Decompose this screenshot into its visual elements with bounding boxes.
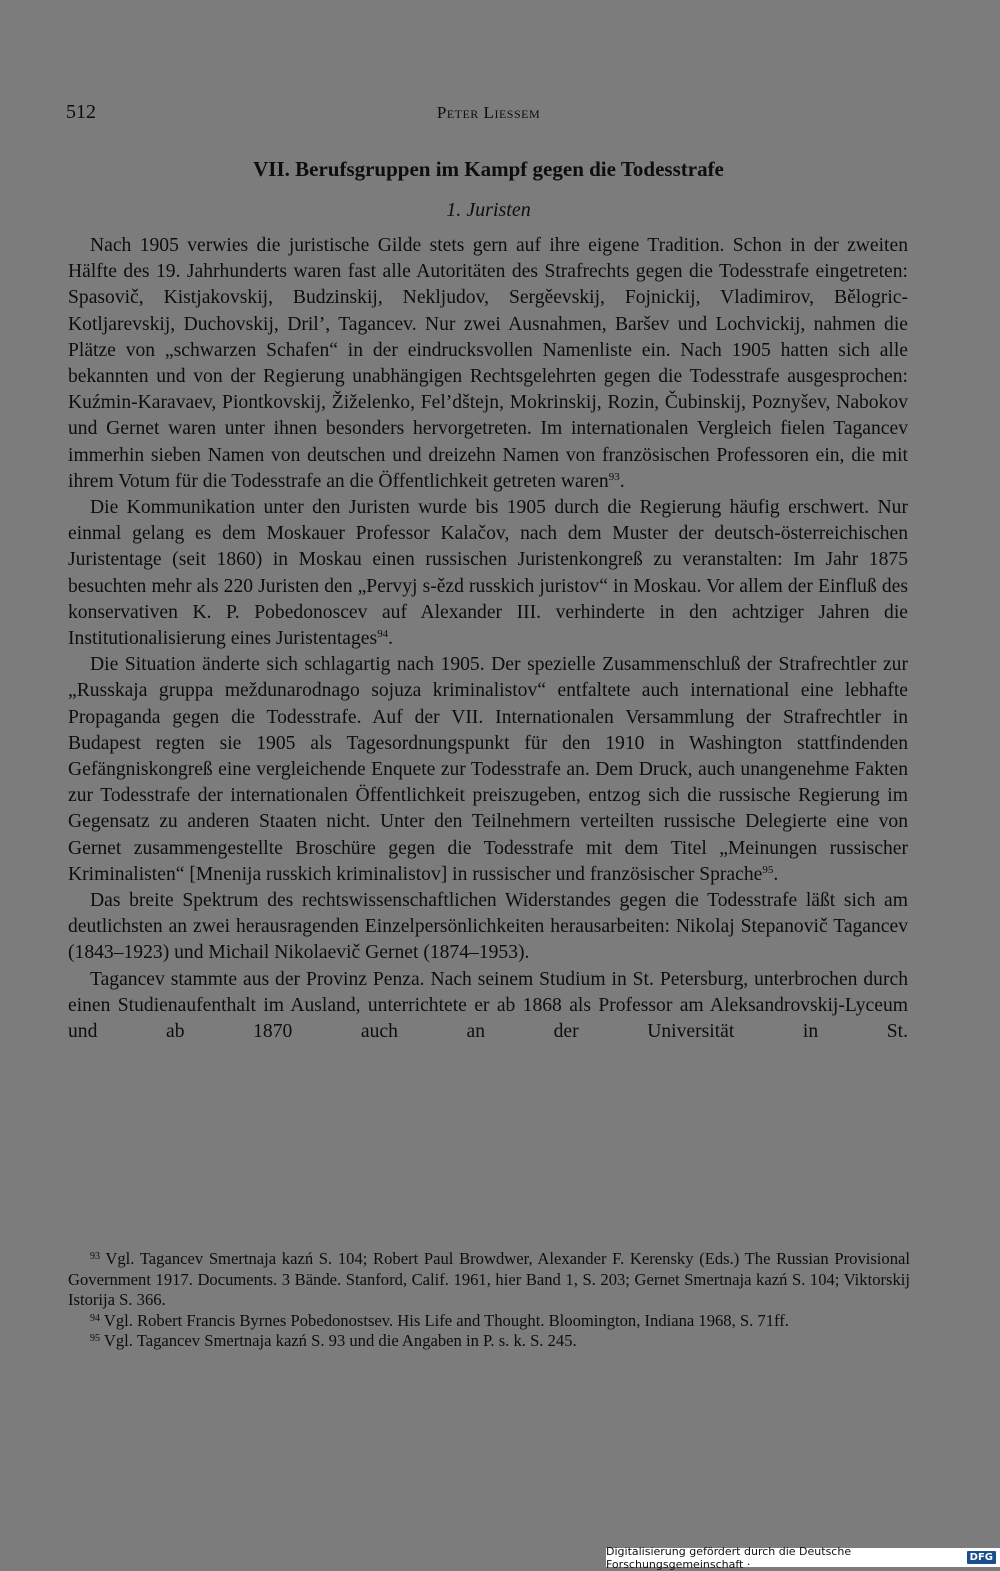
footnote-number: 94	[90, 1312, 100, 1324]
paragraph-end: .	[773, 863, 779, 885]
paragraph-text: Das breite Spektrum des rechtswissenschaftlichen Widerstandes gegen die Todesstrafe läßt sich am deutlichsten an zwei herausragenden Einzelpersönlichkeiten herausarbeiten: Nikolaj Stepanovič Tagancev (1843–1923) und Michail Nikolaevič Gernet (1874–1953).	[68, 890, 908, 964]
digitization-credit-bar	[606, 1544, 1000, 1571]
paragraph-end: .	[619, 470, 625, 492]
footnote-ref[interactable]: 94	[377, 628, 389, 641]
footnote-text: Vgl. Tagancev Smertnaja kazń S. 104; Robert Paul Browdwer, Alexander F. Kerensky (Eds.) The Russian Provisional Government 1917. Documents. 3 Bände. Stanford, Calif. 1961, hier Band 1, S. 203; Gernet Smertnaja kazń S. 104; Viktorskij Istorija S. 366.	[68, 1249, 910, 1309]
paragraph	[68, 967, 908, 1046]
paragraph-text: Die Kommunikation unter den Juristen wurde bis 1905 durch die Regierung häufig erschwert. Nur einmal gelang es dem Moskauer Professor Kalačov, nach dem Muster der deutsch-österreichischen Juristentage (seit 1860) in Moskau einen russischen Juristenkongreß zu veranstalten: Im Jahr 1875 besuchten mehr als 220 Juristen den „Pervyj s-ězd russkich juristov“ in Moskau. Vor allem der Einfluß des konservativen K. P. Pobedonoscev auf Alexander III. verhinderte in den achtziger Jahren die Institutionalisierung eines Juristentages	[68, 497, 908, 650]
footnotes	[68, 1249, 910, 1352]
footnote-text: Vgl. Tagancev Smertnaja kazń S. 93 und die Angaben in P. s. k. S. 245.	[103, 1331, 577, 1350]
running-title: Peter Liessem	[436, 103, 541, 122]
footnote	[68, 1249, 910, 1311]
paragraph-text: Nach 1905 verwies die juristische Gilde stets gern auf ihre eigene Tradition. Schon in der zweiten Hälfte des 19. Jahrhunderts waren fast alle Autoritäten des Strafrechts gegen die Todesstrafe eingetreten: Spasovič, Kistjakovskij, Budzinskij, Nekljudov, Sergěevskij, Fojnickij, Vladimirov, Bělogric-Kotljarevskij, Duchovskij, Dril’, Tagancev. Nur zwei Ausnahmen, Baršev und Lochvickij, nahmen die Plätze von „schwarzen Schafen“ in der eindrucksvollen Namenliste ein. Nach 1905 hatten sich alle bekannten und von der Regierung unabhängigen Rechtsgelehrten gegen die Todesstrafe ausgesprochen: Kuźmin-Karavaev, Piontkovskij, Žiželenko, Fel’dštejn, Mokrinskij, Rozin, Čubinskij, Poznyšev, Nabokov und Gernet waren unter ihnen besonders hervorgetreten. Im internationalen Vergleich fielen Tagancev immerhin sieben Namen von deutschen und dreizehn Namen von französischen Professoren ein, die mit ihrem Votum für die Todesstrafe an die Öffentlichkeit getreten waren	[68, 235, 908, 492]
footnote-number: 95	[90, 1333, 100, 1344]
footnote	[68, 1311, 910, 1332]
footnote	[68, 1331, 910, 1352]
paragraph-end: .	[388, 628, 393, 650]
footnote-ref[interactable]: 95	[762, 863, 774, 876]
footnote-number: 93	[90, 1251, 100, 1262]
paragraph	[68, 233, 908, 495]
paragraph	[68, 495, 908, 652]
section-title: 1. Juristen	[446, 199, 531, 221]
body-text	[68, 233, 908, 1045]
running-head	[66, 101, 911, 131]
paragraph	[68, 888, 908, 967]
chapter-title: VII. Berufsgruppen im Kampf gegen die Todesstrafe	[253, 157, 724, 181]
footnote-ref[interactable]: 93	[608, 470, 620, 483]
credit-text: Digitalisierung gefördert durch die Deutsche Forschungsgemeinschaft ·	[606, 1544, 852, 1571]
dfg-logo-icon[interactable]: DFG	[967, 1551, 996, 1564]
paragraph-text: Tagancev stammte aus der Provinz Penza. Nach seinem Studium in St. Petersburg, unterbrochen durch einen Studienaufenthalt im Ausland, unterrichtete er ab 1868 als Professor am Aleksandrovskij-Lyceum und ab 1870 auch an der Universität in St.	[68, 968, 908, 1043]
paragraph-text: Die Situation änderte sich schlagartig nach 1905. Der spezielle Zusammenschluß der Strafrechtler zur „Russkaja gruppa meždunarodnago sojuza kriminalistov“ entfaltete auch international eine lebhafte Propaganda gegen die Todesstrafe. Auf der VII. Internationalen Versammlung der Strafrechtler in Budapest regten sie 1905 als Tagesordnungspunkt für den 1910 in Washington stattfindenden Gefängniskongreß eine vergleichende Enquete zur Todesstrafe an. Dem Druck, auch unangenehme Fakten zur Todesstrafe der internationalen Öffentlichkeit preiszugeben, entzog sich die russische Regierung im Gegensatz zu anderen Staaten nicht. Unter den Teilnehmern verteilten russische Delegierte eine von Gernet zusammengestellte Broschüre gegen die Todesstrafe mit dem Titel „Meinungen russischer Kriminalisten“ [Mnenija russkich kriminalistov] in russischer und französischer Sprache	[68, 654, 908, 885]
footnote-text: Vgl. Robert Francis Byrnes Pobedonostsev. His Life and Thought. Bloomington, Indiana 1968, S. 71ff.	[103, 1310, 789, 1330]
page-number: 512	[66, 101, 96, 123]
paragraph	[68, 652, 908, 888]
